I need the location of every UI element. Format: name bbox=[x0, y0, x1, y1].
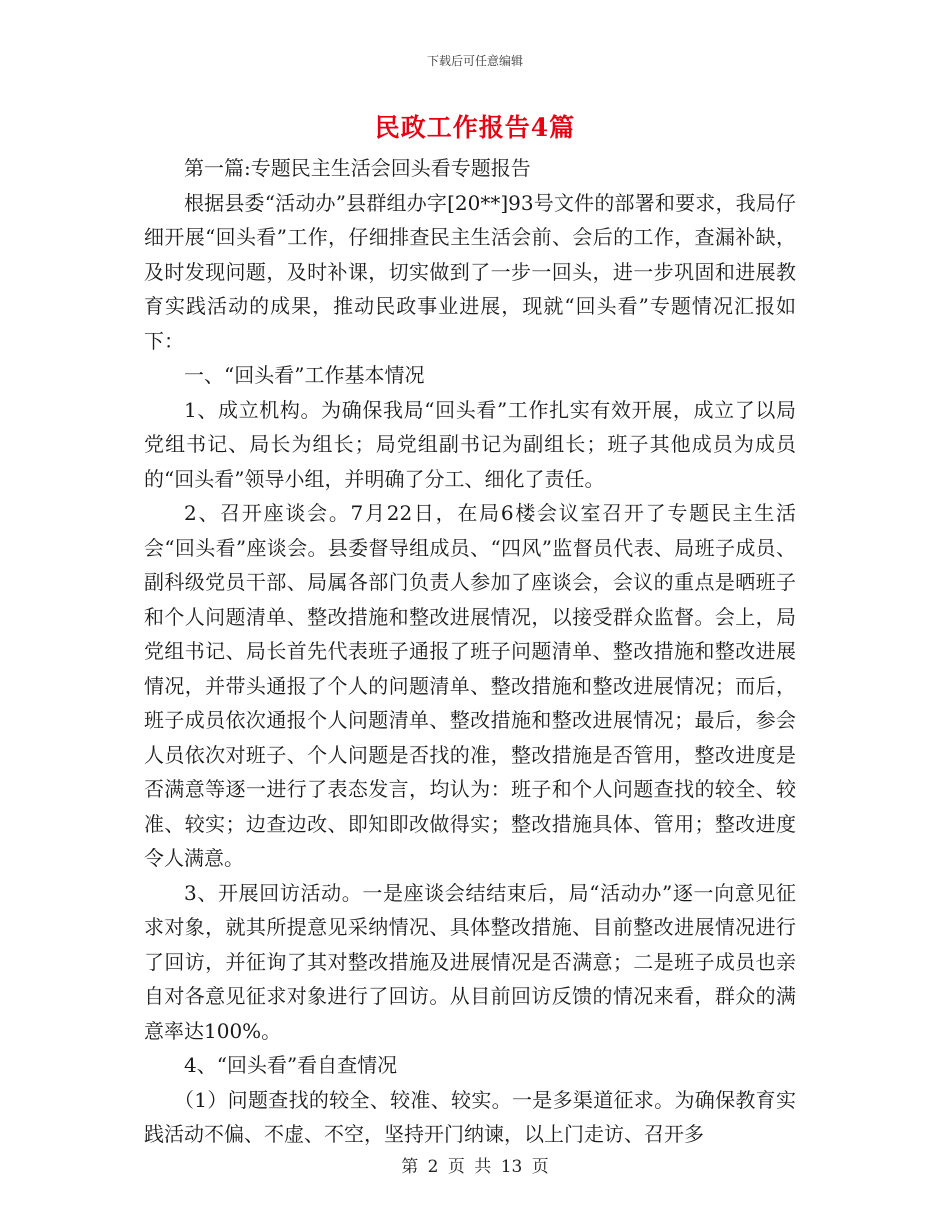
document-body bbox=[144, 151, 796, 1152]
body-paragraph: （1）问题查找的较全、较准、较实。一是多渠道征求。为确保教育实践活动不偏、不虚、不空，坚持开门纳谏，以上门走访、召开多 bbox=[144, 1087, 796, 1146]
body-paragraph: 2、召开座谈会。7月22日，在局6楼会议室召开了专题民主生活会“回头看”座谈会。县委督导组成员、“四风”监督员代表、局班子成员、副科级党员干部、局属各部门负责人参加了座谈会，会议的重点是晒班子和个人问题清单、整改措施和整改进展情况，以接受群众监督。会上，局党组书记、局长首先代表班子通报了班子问题清单、整改措施和整改进展情况，并带头通报了个人的问题清单、整改措施和整改进展情况；而后，班子成员依次通报个人问题清单、整改措施和整改进展情况；最后，参会人员依次对班子、个人问题是否找的准，整改措施是否管用，整改进度是否满意等逐一进行了表态发言，均认为：班子和个人问题查找的较全、较准、较实；边查边改、即知即改做得实；整改措施具体、管用；整改进度令人满意。 bbox=[144, 501, 796, 870]
subsection-heading: 4、“回头看”看自查情况 bbox=[184, 1053, 398, 1077]
body-paragraph: 根据县委“活动办”县群组办字[20**]93号文件的部署和要求，我局仔细开展“回头看”工作，仔细排查民主生活会前、会后的工作，查漏补缺，及时发现问题，及时补课，切实做到了一步一回头，进一步巩固和进展教育实践活动的成果，推动民政事业进展，现就“回头看”专题情况汇报如下： bbox=[144, 190, 796, 353]
document-title: 民政工作报告4篇 bbox=[374, 113, 576, 142]
body-paragraph: 3、开展回访活动。一是座谈会结结束后，局“活动办”逐一向意见征求对象，就其所提意见采纳情况、具体整改措施、目前整改进展情况进行了回访，并征询了其对整改措施及进展情况是否满意；二是班子成员也亲自对各意见征求对象进行了回访。从目前回访反馈的情况来看，群众的满意率达100%。 bbox=[144, 880, 796, 1043]
subsection-heading: 一、“回头看”工作基本情况 bbox=[184, 363, 425, 387]
section-heading: 第一篇:专题民主生活会回头看专题报告 bbox=[184, 156, 531, 180]
header-note: 下载后可任意编辑 bbox=[426, 54, 523, 68]
body-paragraph: 1、成立机构。为确保我局“回头看”工作扎实有效开展，成立了以局党组书记、局长为组长；局党组副书记为副组长；班子其他成员为成员的“回头看”领导小组，并明确了分工、细化了责任。 bbox=[144, 397, 796, 491]
page-footer: 第 2 页 共 13 页 bbox=[401, 1157, 549, 1177]
